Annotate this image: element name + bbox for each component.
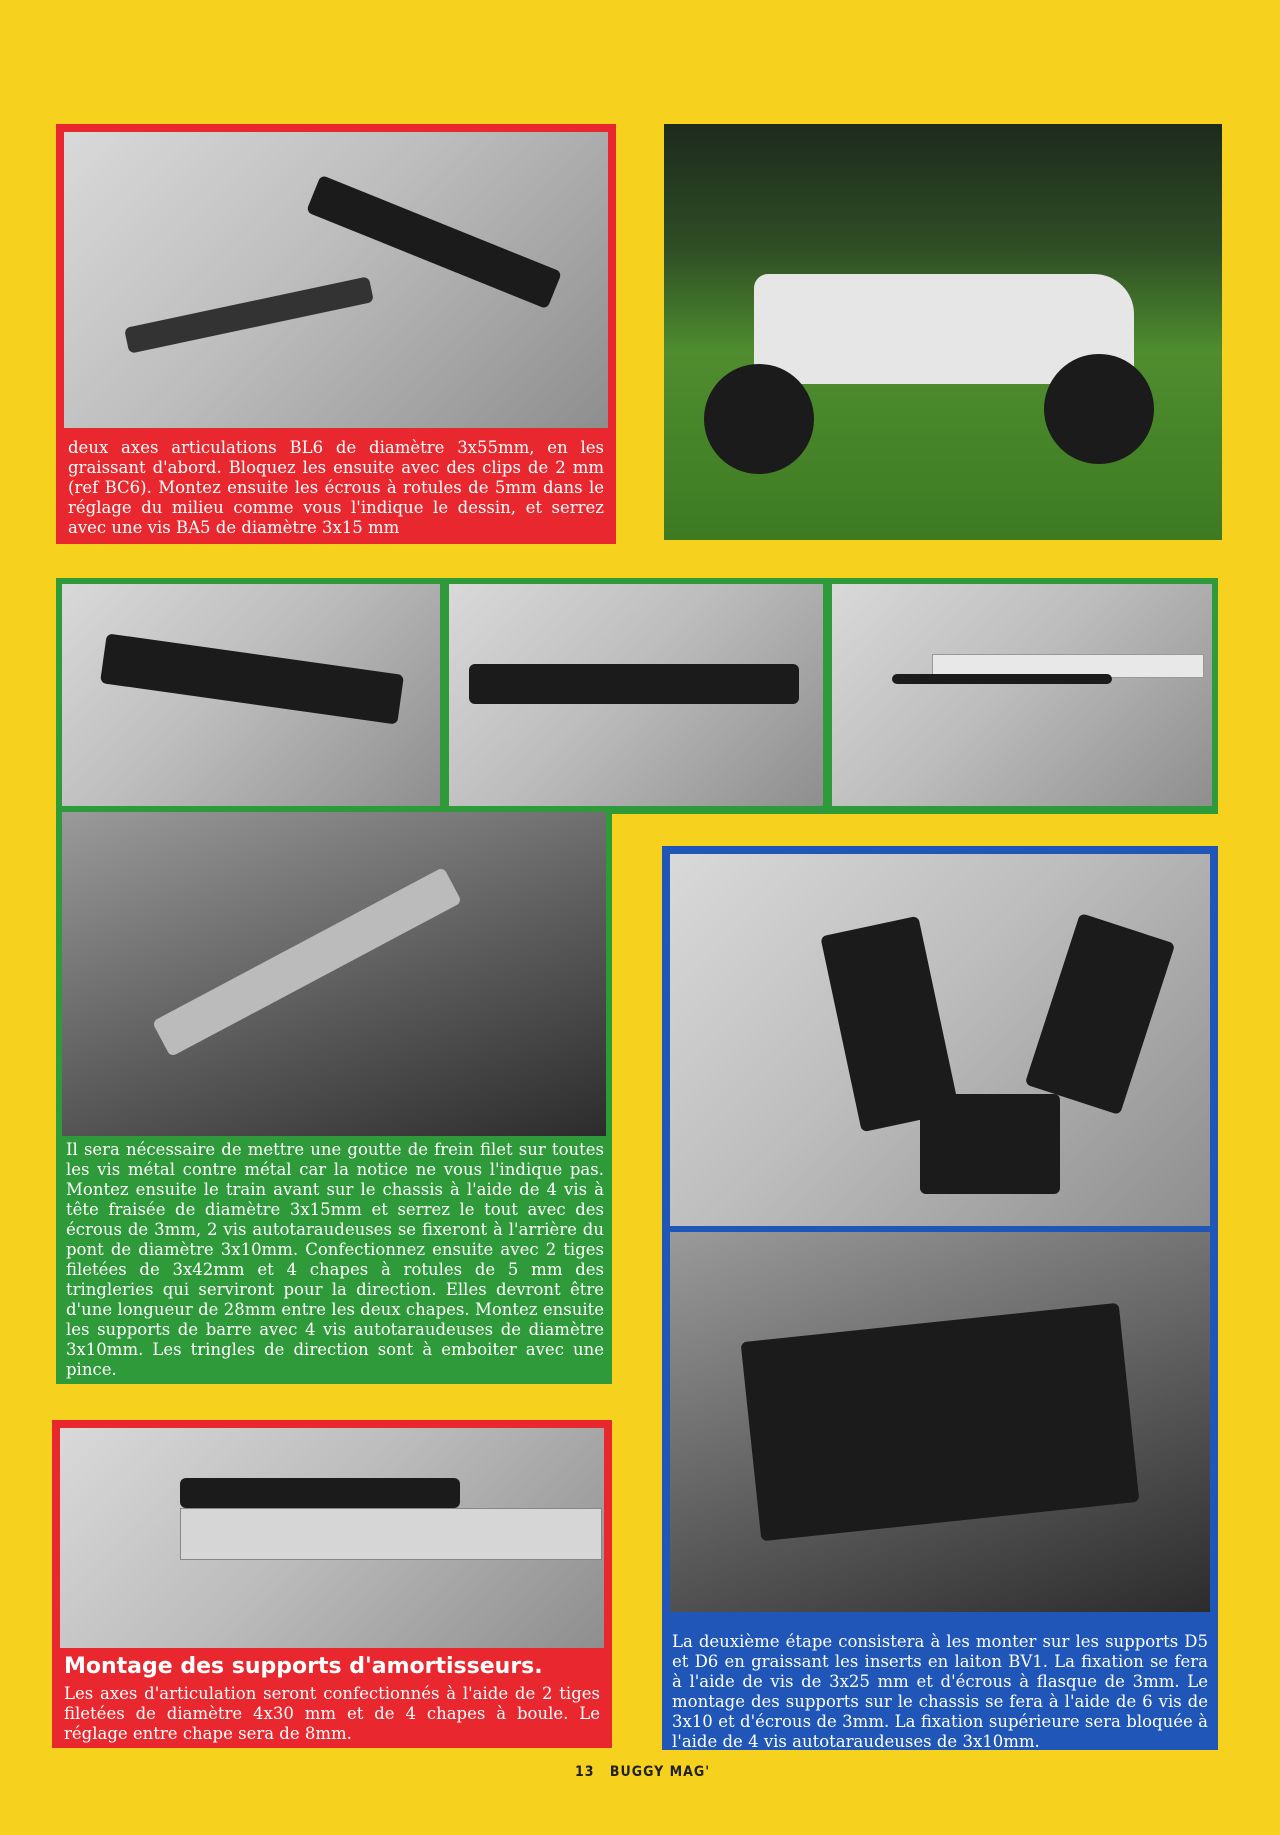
caption-bottom-left: Les axes d'articulation seront confectionnés à l'aide de 2 tiges filetées de diamètre 4x30 mm et de 4 chapes à boule. Le réglage entre chape sera de 8mm. — [64, 1684, 600, 1743]
photo-supports-on-chassis — [670, 1232, 1210, 1612]
chassis-assembled — [741, 1303, 1140, 1542]
ruler-bottom — [180, 1508, 602, 1560]
photo-shock-support-parts — [670, 854, 1210, 1226]
caption-middle-left: Il sera nécessaire de mettre une goutte de frein filet sur toutes les vis métal contre métal car la notice ne vous l'indique pas. Montez ensuite le train avant sur le chassis à l'aide de 4 vis à tête fraisée de diamètre 3x15mm et serrez le tout avec des écrous de 3mm, 2 vis autotaraudeuses se fixeront à l'arrière du pont de diamètre 3x10mm. Confectionnez ensuite avec 2 tiges filetées de 3x42mm et 4 chapes à rotules de 5 mm des tringleries qui serviront pour la direction. Elles devront être d'une longueur de 28mm entre les deux chapes. Montez ensuite les supports de barre avec 4 vis autotaraudeuses de diamètre 3x10mm. Les tringles de direction sont à emboiter avec une pince. — [66, 1140, 604, 1379]
pliers — [124, 276, 374, 353]
pliers-tool — [152, 867, 462, 1057]
magazine-name: BUGGY MAG' — [609, 1764, 711, 1780]
panel-top-left — [56, 124, 616, 544]
caption-top-left: deux axes articulations BL6 de diamètre 3x55mm, en les graissant d'abord. Bloquez les ensuite avec des clips de 2 mm (ref BC6). Montez ensuite les écrous à rotules de 5mm dans le réglage du milieu comme vous l'indique le dessin, et serrez avec une vis BA5 de diamètre 3x15 mm — [68, 438, 604, 537]
photo-rod-measure — [832, 584, 1212, 806]
panel-green-left — [56, 806, 612, 1384]
photo-front-axle — [449, 584, 823, 806]
panel-bottom-left — [52, 1420, 612, 1748]
rod-part — [892, 674, 1112, 684]
support-center — [920, 1094, 1060, 1194]
page-number: 13 — [575, 1764, 595, 1780]
caption-bottom-right: La deuxième étape consistera à les monter sur les supports D5 et D6 en graissant les inserts en laiton BV1. La fixation se fera à l'aide de vis de 3x25 mm et d'écrous à flasque de 3mm. Le montage des supports sur le chassis se fera à l'aide de 6 vis de 3x10 et d'écrous de 3mm. La fixation supérieure sera bloquée à l'aide de 4 vis autotaraudeuses de 3x10mm. — [672, 1632, 1208, 1751]
photo-suspension-arm-assembly — [64, 132, 608, 428]
panel-green-top — [56, 578, 1218, 814]
truck-wheel-rear — [1044, 354, 1154, 464]
photo-steering-link — [62, 584, 440, 806]
shock-rod — [180, 1478, 460, 1508]
photo-front-train-mounting — [62, 812, 606, 1136]
page-footer — [575, 1764, 710, 1780]
chassis-part — [100, 633, 404, 724]
truck-wheel-front — [704, 364, 814, 474]
support-right — [1025, 913, 1176, 1115]
photo-shock-rod-ruler — [60, 1428, 604, 1648]
axle-part — [469, 664, 799, 704]
panel-blue-right — [662, 846, 1218, 1750]
photo-rc-truck-on-grass — [664, 124, 1222, 540]
heading-shock-supports: Montage des supports d'amortisseurs. — [64, 1654, 543, 1679]
